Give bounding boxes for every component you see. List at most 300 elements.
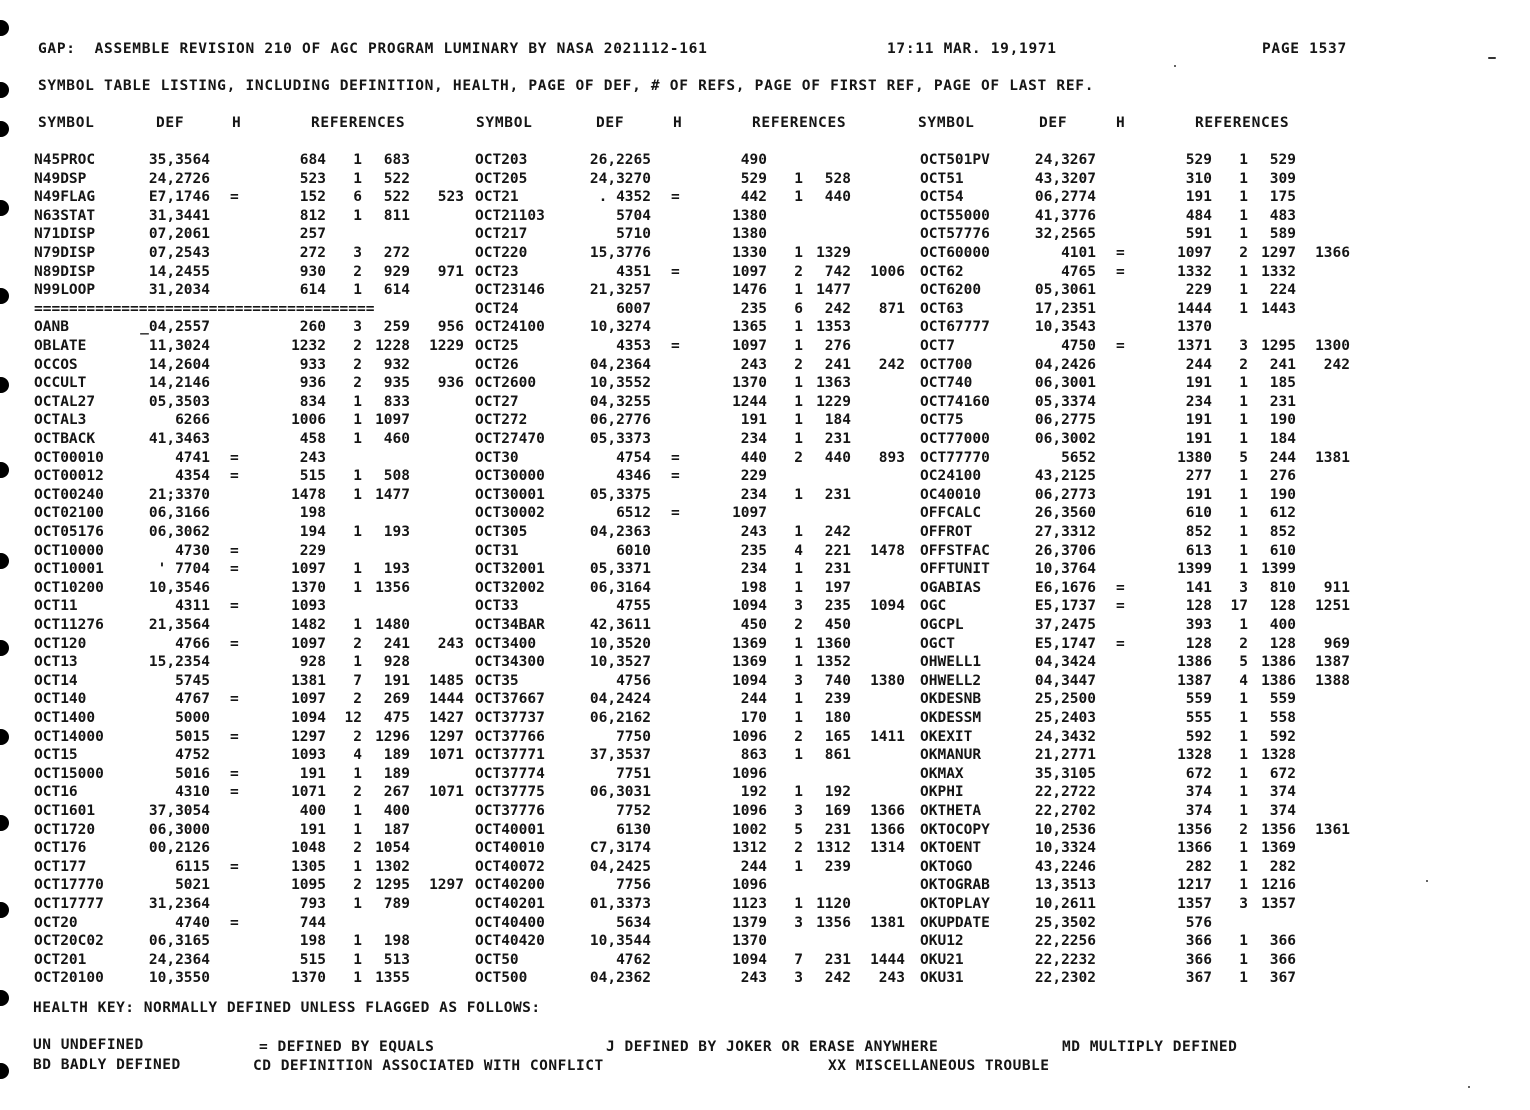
def-cell: 4767 — [175, 691, 210, 708]
first-ref-cell: 1054 — [375, 840, 410, 857]
def-cell: 06,3001 — [1034, 375, 1096, 392]
ref-count-cell: 1 — [1239, 375, 1248, 392]
first-ref-cell: 789 — [383, 896, 410, 912]
first-ref-cell: 242 — [824, 524, 851, 540]
ref-count-cell: 1 — [353, 896, 362, 912]
first-ref-cell: 231 — [824, 486, 851, 503]
ref-count-cell: 3 — [1239, 338, 1248, 354]
page-cell: 1330 — [732, 245, 767, 261]
ref-count-cell: 1 — [794, 375, 803, 392]
def-cell: 6010 — [616, 542, 651, 559]
page-cell: 1380 — [732, 226, 767, 243]
page-cell: 1365 — [732, 319, 767, 336]
symbol-cell: OCT30 — [475, 449, 519, 466]
punch-hole — [0, 377, 9, 393]
ref-count-cell: 6 — [794, 300, 803, 317]
page-cell: 559 — [1185, 691, 1212, 708]
page-cell: 1478 — [291, 486, 326, 503]
page-cell: 515 — [299, 951, 326, 968]
ref-count-cell: 1 — [1239, 710, 1248, 726]
punch-hole — [0, 815, 9, 831]
symbol-cell: OCT74160 — [920, 393, 990, 410]
first-ref-cell: 852 — [1269, 524, 1296, 540]
first-ref-cell: 1357 — [1261, 896, 1296, 912]
page-cell: 1094 — [732, 672, 767, 689]
first-ref-cell: 522 — [383, 170, 410, 187]
def-cell: 4353 — [616, 338, 651, 354]
symbol-cell: OCT10200 — [34, 579, 104, 596]
first-ref-cell: 1329 — [816, 245, 851, 261]
ref-count-cell: 1 — [794, 319, 803, 336]
first-ref-cell: 282 — [1269, 858, 1296, 875]
first-ref-cell: 231 — [1269, 393, 1296, 410]
ref-count-cell: 5 — [794, 821, 803, 838]
def-cell: 31,3441 — [148, 207, 210, 224]
def-cell: 4740 — [175, 914, 210, 931]
first-ref-cell: 276 — [1269, 468, 1296, 485]
def-cell: 4354 — [175, 468, 210, 485]
page-cell: 198 — [740, 579, 767, 596]
symbol-cell: OKU12 — [920, 933, 964, 950]
def-cell: 35,3105 — [1034, 765, 1096, 782]
def-cell: 04,3255 — [589, 393, 651, 410]
last-ref-cell: 871 — [878, 300, 905, 317]
symbol-cell: OCT700 — [920, 356, 973, 373]
symbol-cell: OGCPL — [920, 617, 964, 633]
def-cell: 24,3267 — [1034, 152, 1096, 168]
def-cell: 37,2475 — [1034, 617, 1096, 633]
column-header-health: H — [232, 115, 242, 131]
last-ref-cell: 1006 — [870, 263, 905, 280]
symbol-cell: OCT51 — [920, 170, 964, 187]
symbol-cell: OCT32002 — [475, 579, 545, 596]
ref-count-cell: 2 — [353, 728, 362, 745]
ref-count-cell: 1 — [353, 654, 362, 671]
ref-count-cell: 1 — [1239, 951, 1248, 968]
punch-hole — [0, 990, 9, 1006]
punch-hole — [0, 1063, 9, 1079]
ref-count-cell: 1 — [1239, 803, 1248, 819]
first-ref-cell: 508 — [383, 468, 410, 485]
first-ref-cell: 528 — [824, 170, 851, 187]
ref-count-cell: 1 — [1239, 486, 1248, 503]
ref-count-cell: 1 — [1239, 542, 1248, 559]
page-cell: 1370 — [732, 375, 767, 392]
def-cell: 04,2362 — [589, 970, 651, 987]
first-ref-cell: 1386 — [1261, 654, 1296, 671]
page-cell: 1356 — [1177, 821, 1212, 838]
symbol-cell: N71DISP — [34, 226, 96, 243]
first-ref-cell: 861 — [824, 747, 851, 764]
symbol-cell: OCT05176 — [34, 524, 104, 540]
health-cell: = — [1116, 263, 1125, 280]
ref-count-cell: 2 — [794, 449, 803, 466]
symbol-cell: OCT50 — [475, 951, 519, 968]
first-ref-cell: 193 — [383, 561, 410, 578]
page-cell: 243 — [740, 356, 767, 373]
ref-count-cell: 2 — [794, 263, 803, 280]
symbol-cell: OCT34300 — [475, 654, 545, 671]
ref-count-cell: 1 — [794, 486, 803, 503]
symbol-cell: OCT40001 — [475, 821, 545, 838]
health-key-un: UN UNDEFINED — [33, 1037, 144, 1053]
column-header-health: H — [1116, 115, 1126, 131]
def-cell: 04,3424 — [1034, 654, 1096, 671]
symbol-cell: OFFSTFAC — [920, 542, 990, 559]
page-cell: 191 — [299, 821, 326, 838]
page-cell: 1123 — [732, 896, 767, 912]
ref-count-cell: 4 — [353, 747, 362, 764]
ref-count-cell: 1 — [1239, 617, 1248, 633]
first-ref-cell: 672 — [1269, 765, 1296, 782]
symbol-cell: OCT305 — [475, 524, 528, 540]
ref-count-cell: 1 — [353, 951, 362, 968]
page-cell: 1476 — [732, 282, 767, 299]
ref-count-cell: 1 — [353, 170, 362, 187]
ref-count-cell: 1 — [1239, 170, 1248, 187]
first-ref-cell: 184 — [824, 412, 851, 429]
page-cell: 1096 — [732, 765, 767, 782]
page-cell: 1297 — [291, 728, 326, 745]
page-cell: 366 — [1185, 951, 1212, 968]
punch-hole — [0, 640, 9, 656]
def-cell: 5021 — [175, 877, 210, 894]
def-cell: 5015 — [175, 728, 210, 745]
symbol-cell: OKTOGRAB — [920, 877, 990, 894]
first-ref-cell: 460 — [383, 431, 410, 447]
symbol-cell: N99LOOP — [34, 282, 96, 299]
symbol-cell: OCT37771 — [475, 747, 545, 764]
first-ref-cell: 197 — [824, 579, 851, 596]
def-cell: 41,3463 — [148, 431, 210, 447]
first-ref-cell: 180 — [824, 710, 851, 726]
def-cell: 4762 — [616, 951, 651, 968]
symbol-cell: N49DSP — [34, 170, 87, 187]
ref-count-cell: 1 — [353, 970, 362, 987]
first-ref-cell: 1477 — [816, 282, 851, 299]
page-cell: 1093 — [291, 747, 326, 764]
def-cell: 4351 — [616, 263, 651, 280]
symbol-cell: OKUPDATE — [920, 914, 990, 931]
health-key-equals: = DEFINED BY EQUALS — [259, 1039, 435, 1055]
def-cell: 7751 — [616, 765, 651, 782]
symbol-cell: OCT32001 — [475, 561, 545, 578]
first-ref-cell: 1480 — [375, 617, 410, 633]
symbol-cell: OCT21 — [475, 189, 519, 206]
page-cell: 613 — [1185, 542, 1212, 559]
page-cell: 1097 — [291, 635, 326, 652]
page-cell: 191 — [1185, 486, 1212, 503]
def-cell: 6130 — [616, 821, 651, 838]
def-cell: ' 7704 — [157, 561, 210, 578]
symbol-cell: OCT7 — [920, 338, 955, 354]
last-ref-cell: 1366 — [870, 821, 905, 838]
ref-count-cell: 1 — [353, 207, 362, 224]
page-cell: 1369 — [732, 635, 767, 652]
symbol-cell: OCT11276 — [34, 617, 104, 633]
page-cell: 1366 — [1177, 840, 1212, 857]
column-header-references: REFERENCES — [1195, 115, 1290, 131]
page-cell: 367 — [1185, 970, 1212, 987]
first-ref-cell: 742 — [824, 263, 851, 280]
ref-count-cell: 3 — [794, 914, 803, 931]
ref-count-cell: 1 — [353, 561, 362, 578]
def-cell: 22,2722 — [1034, 784, 1096, 801]
symbol-cell: OCT62 — [920, 263, 964, 280]
first-ref-cell: 128 — [1269, 635, 1296, 652]
page-cell: 1369 — [732, 654, 767, 671]
ref-count-cell: 2 — [353, 263, 362, 280]
symbol-cell: OCT31 — [475, 542, 519, 559]
first-ref-cell: 522 — [383, 189, 410, 206]
symbol-cell: N79DISP — [34, 245, 96, 261]
symbol-cell: OBLATE — [34, 338, 87, 354]
last-ref-cell: 893 — [878, 449, 905, 466]
def-cell: 17,2351 — [1034, 300, 1096, 317]
ref-count-cell: 1 — [353, 524, 362, 540]
first-ref-cell: 1328 — [1261, 747, 1296, 764]
def-cell: 25,3502 — [1034, 914, 1096, 931]
def-cell: 01,3373 — [589, 896, 651, 912]
column-header-symbol: SYMBOL — [38, 115, 95, 131]
page-cell: 243 — [299, 449, 326, 466]
page-cell: 191 — [1185, 412, 1212, 429]
ref-count-cell: 1 — [794, 524, 803, 540]
def-cell: 25,2500 — [1034, 691, 1096, 708]
def-cell: 43,2246 — [1034, 858, 1096, 875]
ref-count-cell: 3 — [353, 319, 362, 336]
ref-count-cell: 2 — [794, 617, 803, 633]
punch-hole — [0, 288, 9, 304]
ref-count-cell: 1 — [1239, 784, 1248, 801]
first-ref-cell: 165 — [824, 728, 851, 745]
symbol-cell: OCT40400 — [475, 914, 545, 931]
symbol-cell: OCT24 — [475, 300, 519, 317]
first-ref-cell: 483 — [1269, 207, 1296, 224]
def-cell: 24,3270 — [589, 170, 651, 187]
page-cell: 191 — [740, 412, 767, 429]
symbol-cell: OANB — [34, 319, 69, 336]
ref-count-cell: 1 — [1239, 561, 1248, 578]
punch-hole — [0, 462, 9, 478]
def-cell: 06,2774 — [1034, 189, 1096, 206]
page-cell: 1444 — [1177, 300, 1212, 317]
health-key-cd: CD DEFINITION ASSOCIATED WITH CONFLICT — [253, 1058, 604, 1074]
def-cell: 31,2034 — [148, 282, 210, 299]
first-ref-cell: 928 — [383, 654, 410, 671]
def-cell: 4754 — [616, 449, 651, 466]
def-cell: 37,3537 — [589, 747, 651, 764]
ref-count-cell: 1 — [794, 654, 803, 671]
def-cell: C7,3174 — [589, 840, 651, 857]
first-ref-cell: 935 — [383, 375, 410, 392]
page-cell: 834 — [299, 393, 326, 410]
symbol-cell: OCT40200 — [475, 877, 545, 894]
ref-count-cell: 1 — [353, 765, 362, 782]
symbol-cell: OKU31 — [920, 970, 964, 987]
ref-count-cell: 1 — [1239, 691, 1248, 708]
page-cell: 490 — [740, 152, 767, 168]
page-cell: 1370 — [1177, 319, 1212, 336]
ref-count-cell: 1 — [353, 431, 362, 447]
health-cell: = — [1116, 579, 1125, 596]
ref-count-cell: 2 — [353, 338, 362, 354]
symbol-cell: OCT500 — [475, 970, 528, 987]
page-cell: 234 — [1185, 393, 1212, 410]
page-cell: 1305 — [291, 858, 326, 875]
page-cell: 442 — [740, 189, 767, 206]
def-cell: 06,3166 — [148, 505, 210, 522]
symbol-cell: OCT37774 — [475, 765, 545, 782]
health-cell: = — [1116, 635, 1125, 652]
ref-count-cell: 1 — [1239, 152, 1248, 168]
first-ref-cell: 440 — [824, 189, 851, 206]
symbol-cell: OKMANUR — [920, 747, 982, 764]
first-ref-cell: 366 — [1269, 951, 1296, 968]
page-cell: 1244 — [732, 393, 767, 410]
page-cell: 1379 — [732, 914, 767, 931]
ref-count-cell: 2 — [794, 356, 803, 373]
symbol-cell: OCT23 — [475, 263, 519, 280]
first-ref-cell: 231 — [824, 431, 851, 447]
page-cell: 229 — [1185, 282, 1212, 299]
symbol-cell: OCT33 — [475, 598, 519, 615]
health-cell: = — [671, 263, 680, 280]
last-ref-cell: 1251 — [1315, 598, 1350, 615]
last-ref-cell: 1094 — [870, 598, 905, 615]
symbol-cell: OCT1720 — [34, 821, 96, 838]
last-ref-cell: 1427 — [429, 710, 464, 726]
def-cell: 6512 — [616, 505, 651, 522]
symbol-cell: N63STAT — [34, 207, 96, 224]
symbol-cell: OCT40201 — [475, 896, 545, 912]
def-cell: _04,2557 — [140, 319, 210, 336]
symbol-cell: OCT37737 — [475, 710, 545, 726]
symbol-cell: OCT60000 — [920, 245, 990, 261]
symbol-cell: OCT77770 — [920, 449, 990, 466]
page-cell: 1217 — [1177, 877, 1212, 894]
page-cell: 243 — [740, 524, 767, 540]
health-cell: = — [230, 635, 239, 652]
def-cell: 4101 — [1061, 245, 1096, 261]
last-ref-cell: 971 — [437, 263, 464, 280]
first-ref-cell: 1296 — [375, 728, 410, 745]
symbol-cell: OCT220 — [475, 245, 528, 261]
page-cell: 1048 — [291, 840, 326, 857]
ref-count-cell: 3 — [353, 245, 362, 261]
last-ref-cell: 1297 — [429, 728, 464, 745]
def-cell: 22,2302 — [1034, 970, 1096, 987]
ref-count-cell: 1 — [1239, 728, 1248, 745]
def-cell: 7752 — [616, 803, 651, 819]
first-ref-cell: 374 — [1269, 803, 1296, 819]
page-cell: 1328 — [1177, 747, 1212, 764]
def-cell: 10,3552 — [589, 375, 651, 392]
symbol-cell: OCT21103 — [475, 207, 545, 224]
ref-count-cell: 1 — [1239, 226, 1248, 243]
first-ref-cell: 1097 — [375, 412, 410, 429]
page-cell: 440 — [740, 449, 767, 466]
page-cell: 244 — [740, 691, 767, 708]
first-ref-cell: 185 — [1269, 375, 1296, 392]
symbol-cell: OKU21 — [920, 951, 964, 968]
page-cell: 1071 — [291, 784, 326, 801]
ref-count-cell: 2 — [1239, 821, 1248, 838]
last-ref-cell: 523 — [437, 189, 464, 206]
first-ref-cell: 175 — [1269, 189, 1296, 206]
last-ref-cell: 1478 — [870, 542, 905, 559]
ref-count-cell: 1 — [353, 933, 362, 950]
ref-count-cell: 1 — [353, 617, 362, 633]
def-cell: 26,2265 — [589, 152, 651, 168]
symbol-cell: OCT40072 — [475, 858, 545, 875]
page-cell: 192 — [740, 784, 767, 801]
symbol-cell: OGABIAS — [920, 579, 982, 596]
page-cell: 1370 — [291, 970, 326, 987]
health-cell: = — [230, 914, 239, 931]
symbol-cell: OCT77000 — [920, 431, 990, 447]
first-ref-cell: 128 — [1269, 598, 1296, 615]
health-cell: = — [230, 858, 239, 875]
first-ref-cell: 1229 — [816, 393, 851, 410]
first-ref-cell: 833 — [383, 393, 410, 410]
page-cell: 1371 — [1177, 338, 1212, 354]
page-cell: 1312 — [732, 840, 767, 857]
def-cell: 5000 — [175, 710, 210, 726]
last-ref-cell: 242 — [878, 356, 905, 373]
page-cell: 374 — [1185, 784, 1212, 801]
first-ref-cell: 612 — [1269, 505, 1296, 522]
def-cell: 15,2354 — [148, 654, 210, 671]
first-ref-cell: 189 — [383, 765, 410, 782]
first-ref-cell: 932 — [383, 356, 410, 373]
first-ref-cell: 529 — [1269, 152, 1296, 168]
health-cell: = — [230, 691, 239, 708]
def-cell: 6007 — [616, 300, 651, 317]
page-cell: 244 — [1185, 356, 1212, 373]
def-cell: 5016 — [175, 765, 210, 782]
symbol-cell: OKTOGO — [920, 858, 973, 875]
first-ref-cell: 190 — [1269, 486, 1296, 503]
listing-header-title: GAP: ASSEMBLE REVISION 210 OF AGC PROGRAM LUMINARY BY NASA 2021112-161 — [38, 41, 708, 57]
def-cell: 5704 — [616, 207, 651, 224]
health-cell: = — [671, 468, 680, 485]
ref-count-cell: 2 — [353, 691, 362, 708]
first-ref-cell: 592 — [1269, 728, 1296, 745]
first-ref-cell: 440 — [824, 449, 851, 466]
ref-count-cell: 6 — [353, 189, 362, 206]
def-cell: 00,2126 — [148, 840, 210, 857]
symbol-cell: OCT00010 — [34, 449, 104, 466]
page-cell: 529 — [740, 170, 767, 187]
ref-count-cell: 1 — [794, 245, 803, 261]
ref-count-cell: 2 — [794, 728, 803, 745]
def-cell: 5652 — [1061, 449, 1096, 466]
symbol-cell: OFFCALC — [920, 505, 982, 522]
first-ref-cell: 187 — [383, 821, 410, 838]
symbol-cell: OCT67777 — [920, 319, 990, 336]
symbol-cell: OCT54 — [920, 189, 964, 206]
first-ref-cell: 1360 — [816, 635, 851, 652]
page-cell: 170 — [740, 710, 767, 726]
symbol-cell: OCT30002 — [475, 505, 545, 522]
first-ref-cell: 683 — [383, 152, 410, 168]
first-ref-cell: 1216 — [1261, 877, 1296, 894]
ref-count-cell: 1 — [1239, 840, 1248, 857]
def-cell: 06,3000 — [148, 821, 210, 838]
def-cell: 04,2363 — [589, 524, 651, 540]
first-ref-cell: 276 — [824, 338, 851, 354]
